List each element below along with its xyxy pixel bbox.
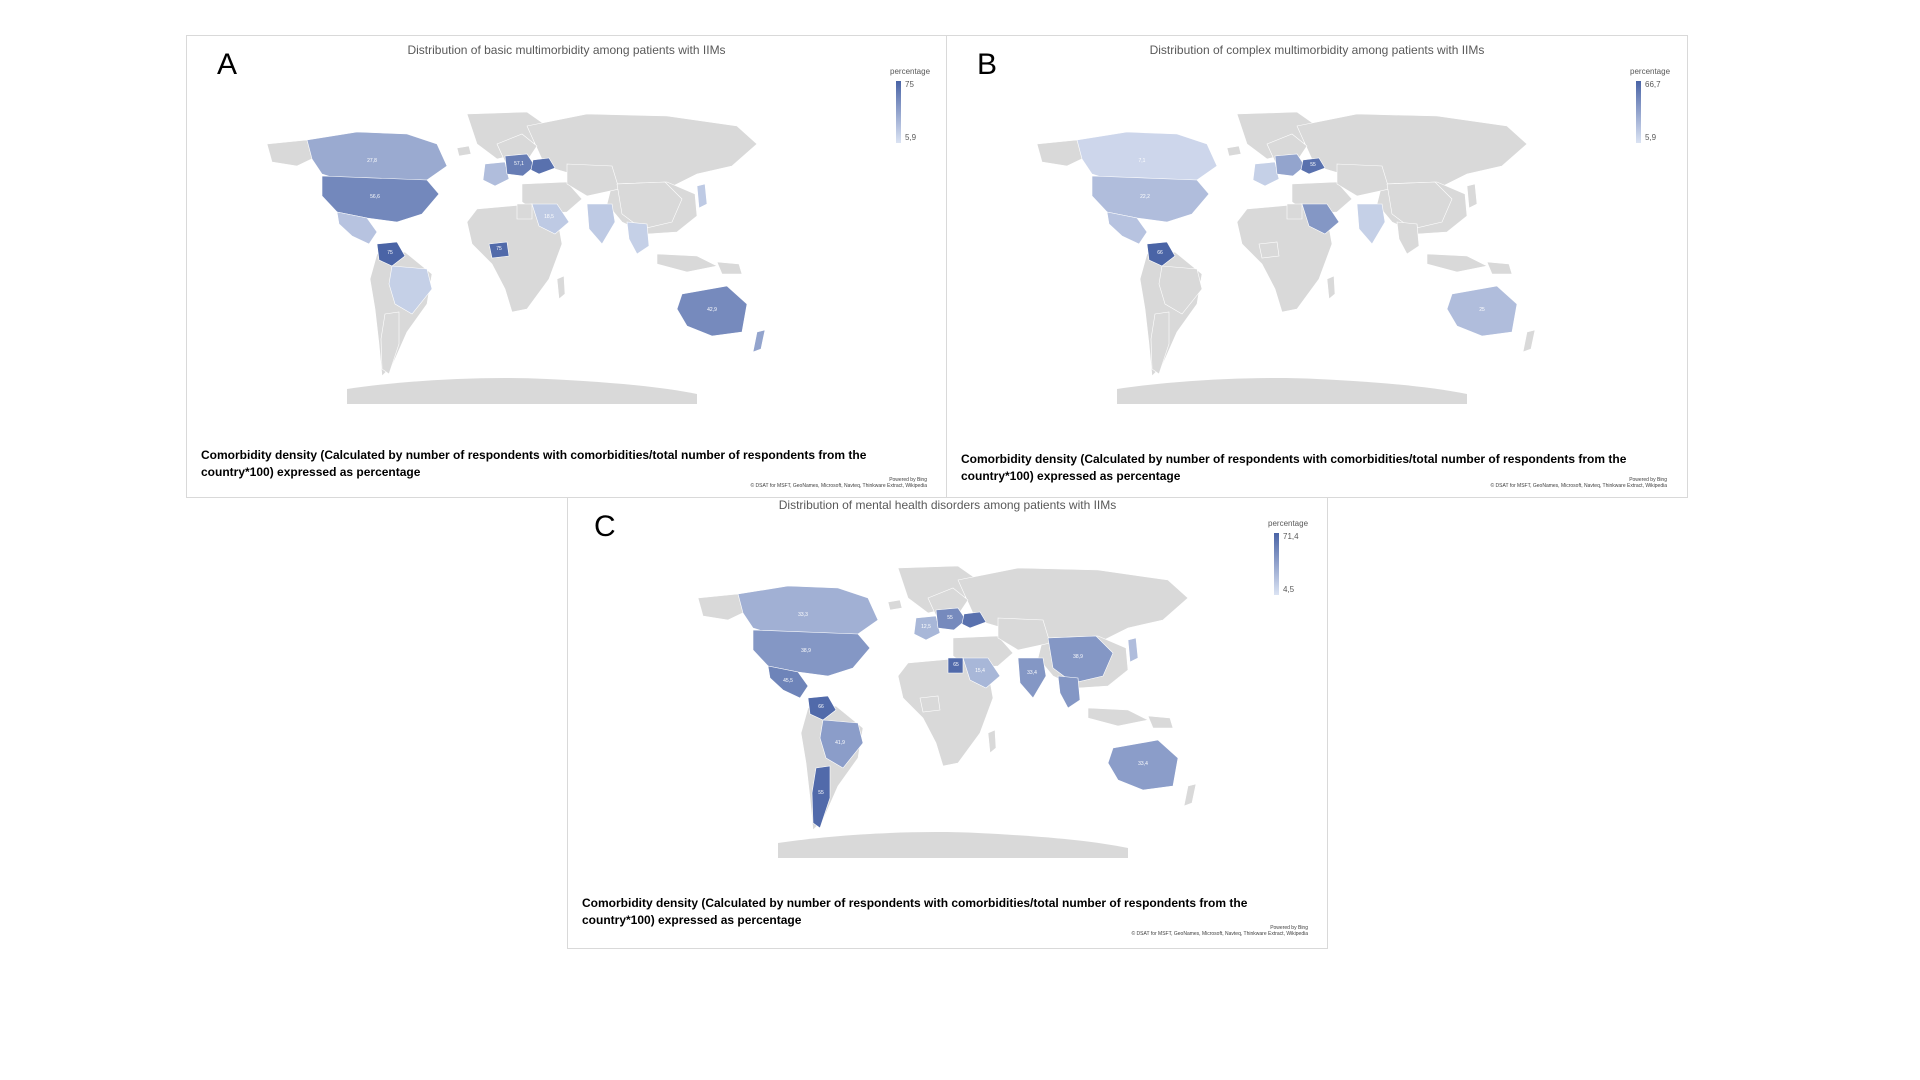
country-japan <box>697 184 707 208</box>
credit-attribution: © DSAT for MSFT, GeoNames, Microsoft, Navteq, Thinkware Extract, Wikipedia <box>750 483 927 489</box>
country-value-label: 42,9 <box>707 307 717 313</box>
country-value-label: 38,9 <box>801 648 811 654</box>
panel-letter: A <box>217 48 238 81</box>
country-value-label: 33,3 <box>798 612 808 618</box>
land-indonesia <box>657 254 717 272</box>
country-value-label: 41,9 <box>835 740 845 746</box>
map-panel-a <box>186 35 947 498</box>
country-value-label: 66 <box>818 704 824 710</box>
country-argentina <box>812 766 830 828</box>
country-value-label: 55 <box>1310 162 1316 168</box>
country-argentina <box>1151 312 1169 374</box>
country-egypt <box>1287 204 1302 219</box>
country-value-label: 66 <box>1157 250 1163 256</box>
country-value-label: 65 <box>953 662 959 668</box>
country-india <box>587 204 615 244</box>
credit-powered-by: Powered by Bing <box>1270 925 1308 931</box>
land-indonesia <box>1088 708 1148 726</box>
country-value-label: 75 <box>496 246 502 252</box>
country-value-label: 27,8 <box>367 158 377 164</box>
map-legend <box>1268 519 1328 599</box>
country-nigeria <box>920 696 940 712</box>
legend-title: percentage <box>1268 519 1309 528</box>
world-map <box>658 558 1218 858</box>
country-europe-west <box>483 162 509 186</box>
country-value-label: 55 <box>818 790 824 796</box>
credit-attribution: © DSAT for MSFT, GeoNames, Microsoft, Navteq, Thinkware Extract, Wikipedia <box>1490 483 1667 489</box>
country-europe-central <box>1275 154 1305 176</box>
credit-powered-by: Powered by Bing <box>1629 477 1667 483</box>
land-antarctica <box>778 832 1128 858</box>
land-png <box>1487 262 1512 274</box>
legend-title: percentage <box>890 67 931 76</box>
country-value-label: 75 <box>387 250 393 256</box>
country-value-label: 33,4 <box>1027 670 1037 676</box>
land-png <box>717 262 742 274</box>
country-japan <box>1128 638 1138 662</box>
country-europe-west <box>1253 162 1279 186</box>
country-value-label: 7,1 <box>1138 158 1146 164</box>
map-legend <box>1630 67 1688 147</box>
land-antarctica <box>1117 378 1467 404</box>
land-madagascar <box>988 730 996 753</box>
land-madagascar <box>557 276 565 299</box>
country-value-label: 38,9 <box>1073 654 1083 660</box>
country-value-label: 56,6 <box>370 194 380 200</box>
country-value-label: 55 <box>947 615 953 621</box>
country-egypt <box>517 204 532 219</box>
country-new-zealand <box>1184 784 1196 806</box>
land-png <box>1148 716 1173 728</box>
country-value-label: 18,5 <box>544 214 554 220</box>
land-indonesia <box>1427 254 1487 272</box>
map-title: Distribution of basic multimorbidity among patients with IIMs <box>407 43 726 57</box>
world-map <box>997 104 1557 404</box>
country-se-asia <box>1397 222 1419 254</box>
country-india <box>1357 204 1385 244</box>
country-new-zealand <box>753 330 765 352</box>
world-map <box>227 104 787 404</box>
land-madagascar <box>1327 276 1335 299</box>
country-india <box>1018 658 1046 698</box>
country-new-zealand <box>1523 330 1535 352</box>
land-iceland <box>888 600 902 610</box>
country-argentina <box>381 312 399 374</box>
country-value-label: 45,5 <box>783 678 793 684</box>
country-japan <box>1467 184 1477 208</box>
country-se-asia <box>627 222 649 254</box>
credit-powered-by: Powered by Bing <box>889 477 927 483</box>
land-antarctica <box>347 378 697 404</box>
country-value-label: 22,2 <box>1140 194 1150 200</box>
map-panel-c <box>567 497 1328 949</box>
map-title: Distribution of complex multimorbidity among patients with IIMs <box>1149 43 1485 57</box>
legend-max-value: 71,4 <box>1283 532 1299 541</box>
country-value-label: 33,4 <box>1138 761 1148 767</box>
panel-letter: C <box>594 510 616 543</box>
map-caption: Comorbidity density (Calculated by number of respondents with comorbidities/total number of respondents from the country*100) expressed as percentage <box>961 452 1627 483</box>
land-iceland <box>1227 146 1241 156</box>
legend-max-value: 66,7 <box>1645 80 1661 89</box>
panel-letter: B <box>977 48 998 81</box>
map-panel-b <box>946 35 1688 498</box>
legend-max-value: 75 <box>905 80 914 89</box>
country-value-label: 57,1 <box>514 161 524 167</box>
land-iceland <box>457 146 471 156</box>
country-value-label: 25 <box>1479 307 1485 313</box>
country-se-asia <box>1058 676 1080 708</box>
country-value-label: 15,4 <box>975 668 985 674</box>
map-caption: Comorbidity density (Calculated by number of respondents with comorbidities/total number of respondents from the country*100) expressed as percentage <box>582 896 1248 927</box>
legend-min-value: 5,9 <box>1645 133 1657 142</box>
legend-min-value: 4,5 <box>1283 585 1295 594</box>
country-value-label: 12,5 <box>921 624 931 630</box>
country-nigeria <box>1259 242 1279 258</box>
credit-attribution: © DSAT for MSFT, GeoNames, Microsoft, Navteq, Thinkware Extract, Wikipedia <box>1131 931 1308 937</box>
map-legend <box>890 67 947 147</box>
map-caption: Comorbidity density (Calculated by number of respondents with comorbidities/total number of respondents from the country*100) expressed as percentage <box>201 448 867 479</box>
legend-title: percentage <box>1630 67 1671 76</box>
legend-color-bar <box>1636 81 1641 143</box>
legend-color-bar <box>1274 533 1279 595</box>
legend-min-value: 5,9 <box>905 133 917 142</box>
legend-color-bar <box>896 81 901 143</box>
map-title: Distribution of mental health disorders among patients with IIMs <box>778 498 1117 512</box>
